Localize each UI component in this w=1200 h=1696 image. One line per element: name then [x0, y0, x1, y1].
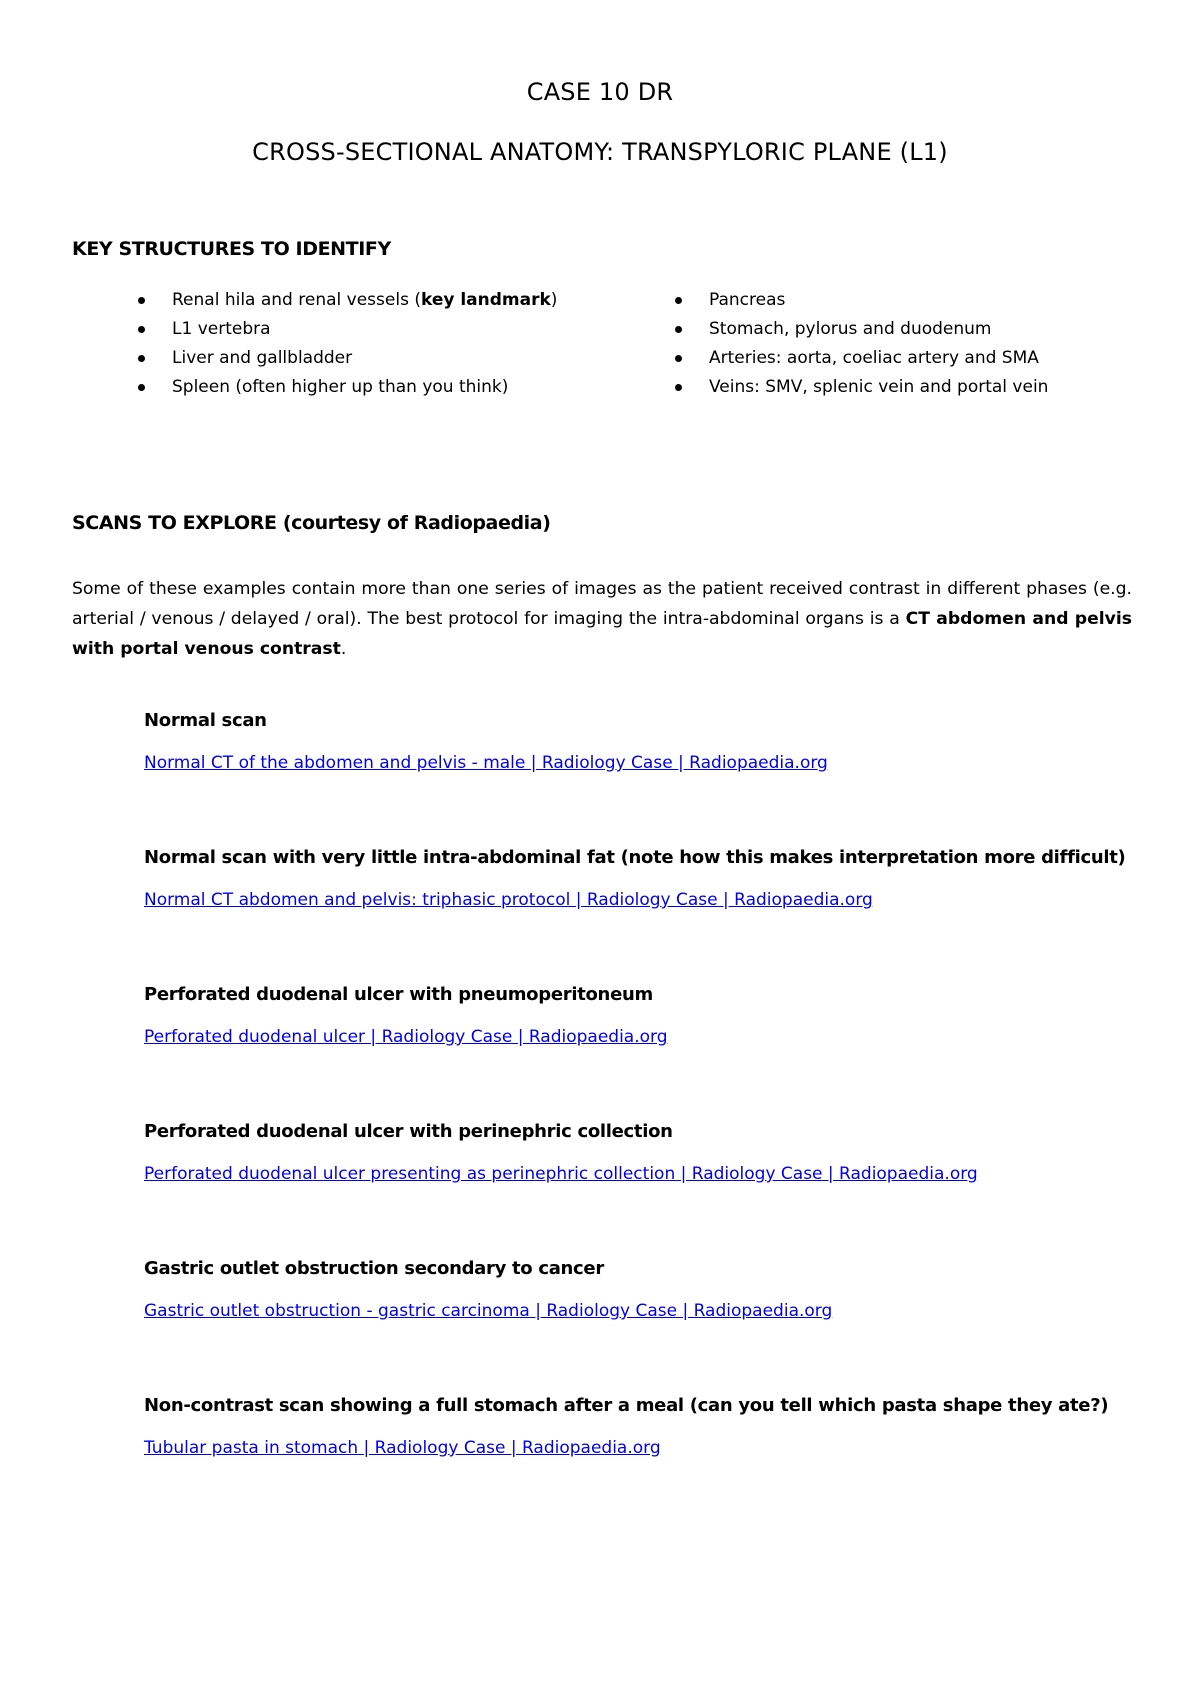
case-entry-title: Perforated duodenal ulcer with pneumoperitoneum	[144, 984, 653, 1005]
case-entry	[144, 1395, 1108, 1458]
case-entry-link[interactable]: Perforated duodenal ulcer | Radiology Case | Radiopaedia.org	[144, 1027, 668, 1047]
list-item	[138, 373, 557, 402]
bullet-icon	[675, 297, 682, 304]
case-title: CASE 10 DR	[526, 78, 674, 106]
case-entry-link[interactable]: Gastric outlet obstruction - gastric carcinoma | Radiology Case | Radiopaedia.org	[144, 1301, 833, 1321]
bullet-icon	[675, 355, 682, 362]
list-item	[138, 315, 557, 344]
list-item-text: Spleen (often higher up than you think)	[172, 377, 509, 397]
case-entry	[144, 984, 668, 1047]
case-entry	[144, 847, 1125, 910]
case-entry-link[interactable]: Normal CT abdomen and pelvis: triphasic protocol | Radiology Case | Radiopaedia.org	[144, 890, 873, 910]
bullet-icon	[675, 326, 682, 333]
list-item-text: Arteries: aorta, coeliac artery and SMA	[709, 348, 1039, 368]
intro-end: .	[340, 639, 347, 660]
intro-bold-text: CT abdomen and pelvis with portal venous contrast	[72, 609, 1132, 660]
list-item-text: Stomach, pylorus and duodenum	[709, 319, 992, 339]
list-item	[675, 315, 1048, 344]
list-item	[138, 286, 557, 315]
case-entry-title: Normal scan	[144, 710, 267, 731]
bullet-icon	[138, 384, 145, 391]
case-entry-title: Non-contrast scan showing a full stomach after a meal (can you tell which pasta shape they ate?)	[144, 1395, 1109, 1416]
bullet-icon	[138, 297, 145, 304]
key-structures-list-right	[675, 286, 1048, 402]
key-structures-list-left	[138, 286, 557, 402]
case-entry-link[interactable]: Perforated duodenal ulcer presenting as perinephric collection | Radiology Case | Radiopaedia.org	[144, 1164, 978, 1184]
case-entry	[144, 710, 828, 773]
document-title: CROSS-SECTIONAL ANATOMY: TRANSPYLORIC PLANE (L1)	[252, 138, 948, 166]
list-item-bold: key landmark	[420, 290, 551, 310]
list-item	[138, 344, 557, 373]
list-item-text: Veins: SMV, splenic vein and portal vein	[709, 377, 1049, 397]
key-structures-heading: KEY STRUCTURES TO IDENTIFY	[72, 238, 391, 260]
scans-heading: SCANS TO EXPLORE (courtesy of Radiopaedia)	[72, 512, 551, 534]
bullet-icon	[138, 355, 145, 362]
list-item-text: Pancreas	[709, 290, 786, 310]
list-item-text: Renal hila and renal vessels (	[172, 290, 421, 310]
list-item-text-after: )	[550, 290, 558, 310]
bullet-icon	[675, 384, 682, 391]
case-entry-title: Normal scan with very little intra-abdominal fat (note how this makes interpretation more difficult)	[144, 847, 1126, 868]
intro-text: Some of these examples contain more than one series of images as the patient received contrast in different phases (e.g. arterial / venous / delayed / oral). The best protocol for imaging the intra-abdominal organs is a	[72, 579, 1132, 630]
case-entry	[144, 1121, 978, 1184]
case-entry	[144, 1258, 832, 1321]
list-item	[675, 286, 1048, 315]
list-item	[675, 373, 1048, 402]
case-entry-link[interactable]: Tubular pasta in stomach | Radiology Case | Radiopaedia.org	[144, 1438, 661, 1458]
list-item	[675, 344, 1048, 373]
case-entry-title: Perforated duodenal ulcer with perinephric collection	[144, 1121, 673, 1142]
list-item-text: Liver and gallbladder	[172, 348, 353, 368]
case-entry-title: Gastric outlet obstruction secondary to cancer	[144, 1258, 604, 1279]
scans-intro-paragraph	[72, 574, 1132, 664]
list-item-text: L1 vertebra	[172, 319, 271, 339]
case-entry-link[interactable]: Normal CT of the abdomen and pelvis - male | Radiology Case | Radiopaedia.org	[144, 753, 828, 773]
bullet-icon	[138, 326, 145, 333]
